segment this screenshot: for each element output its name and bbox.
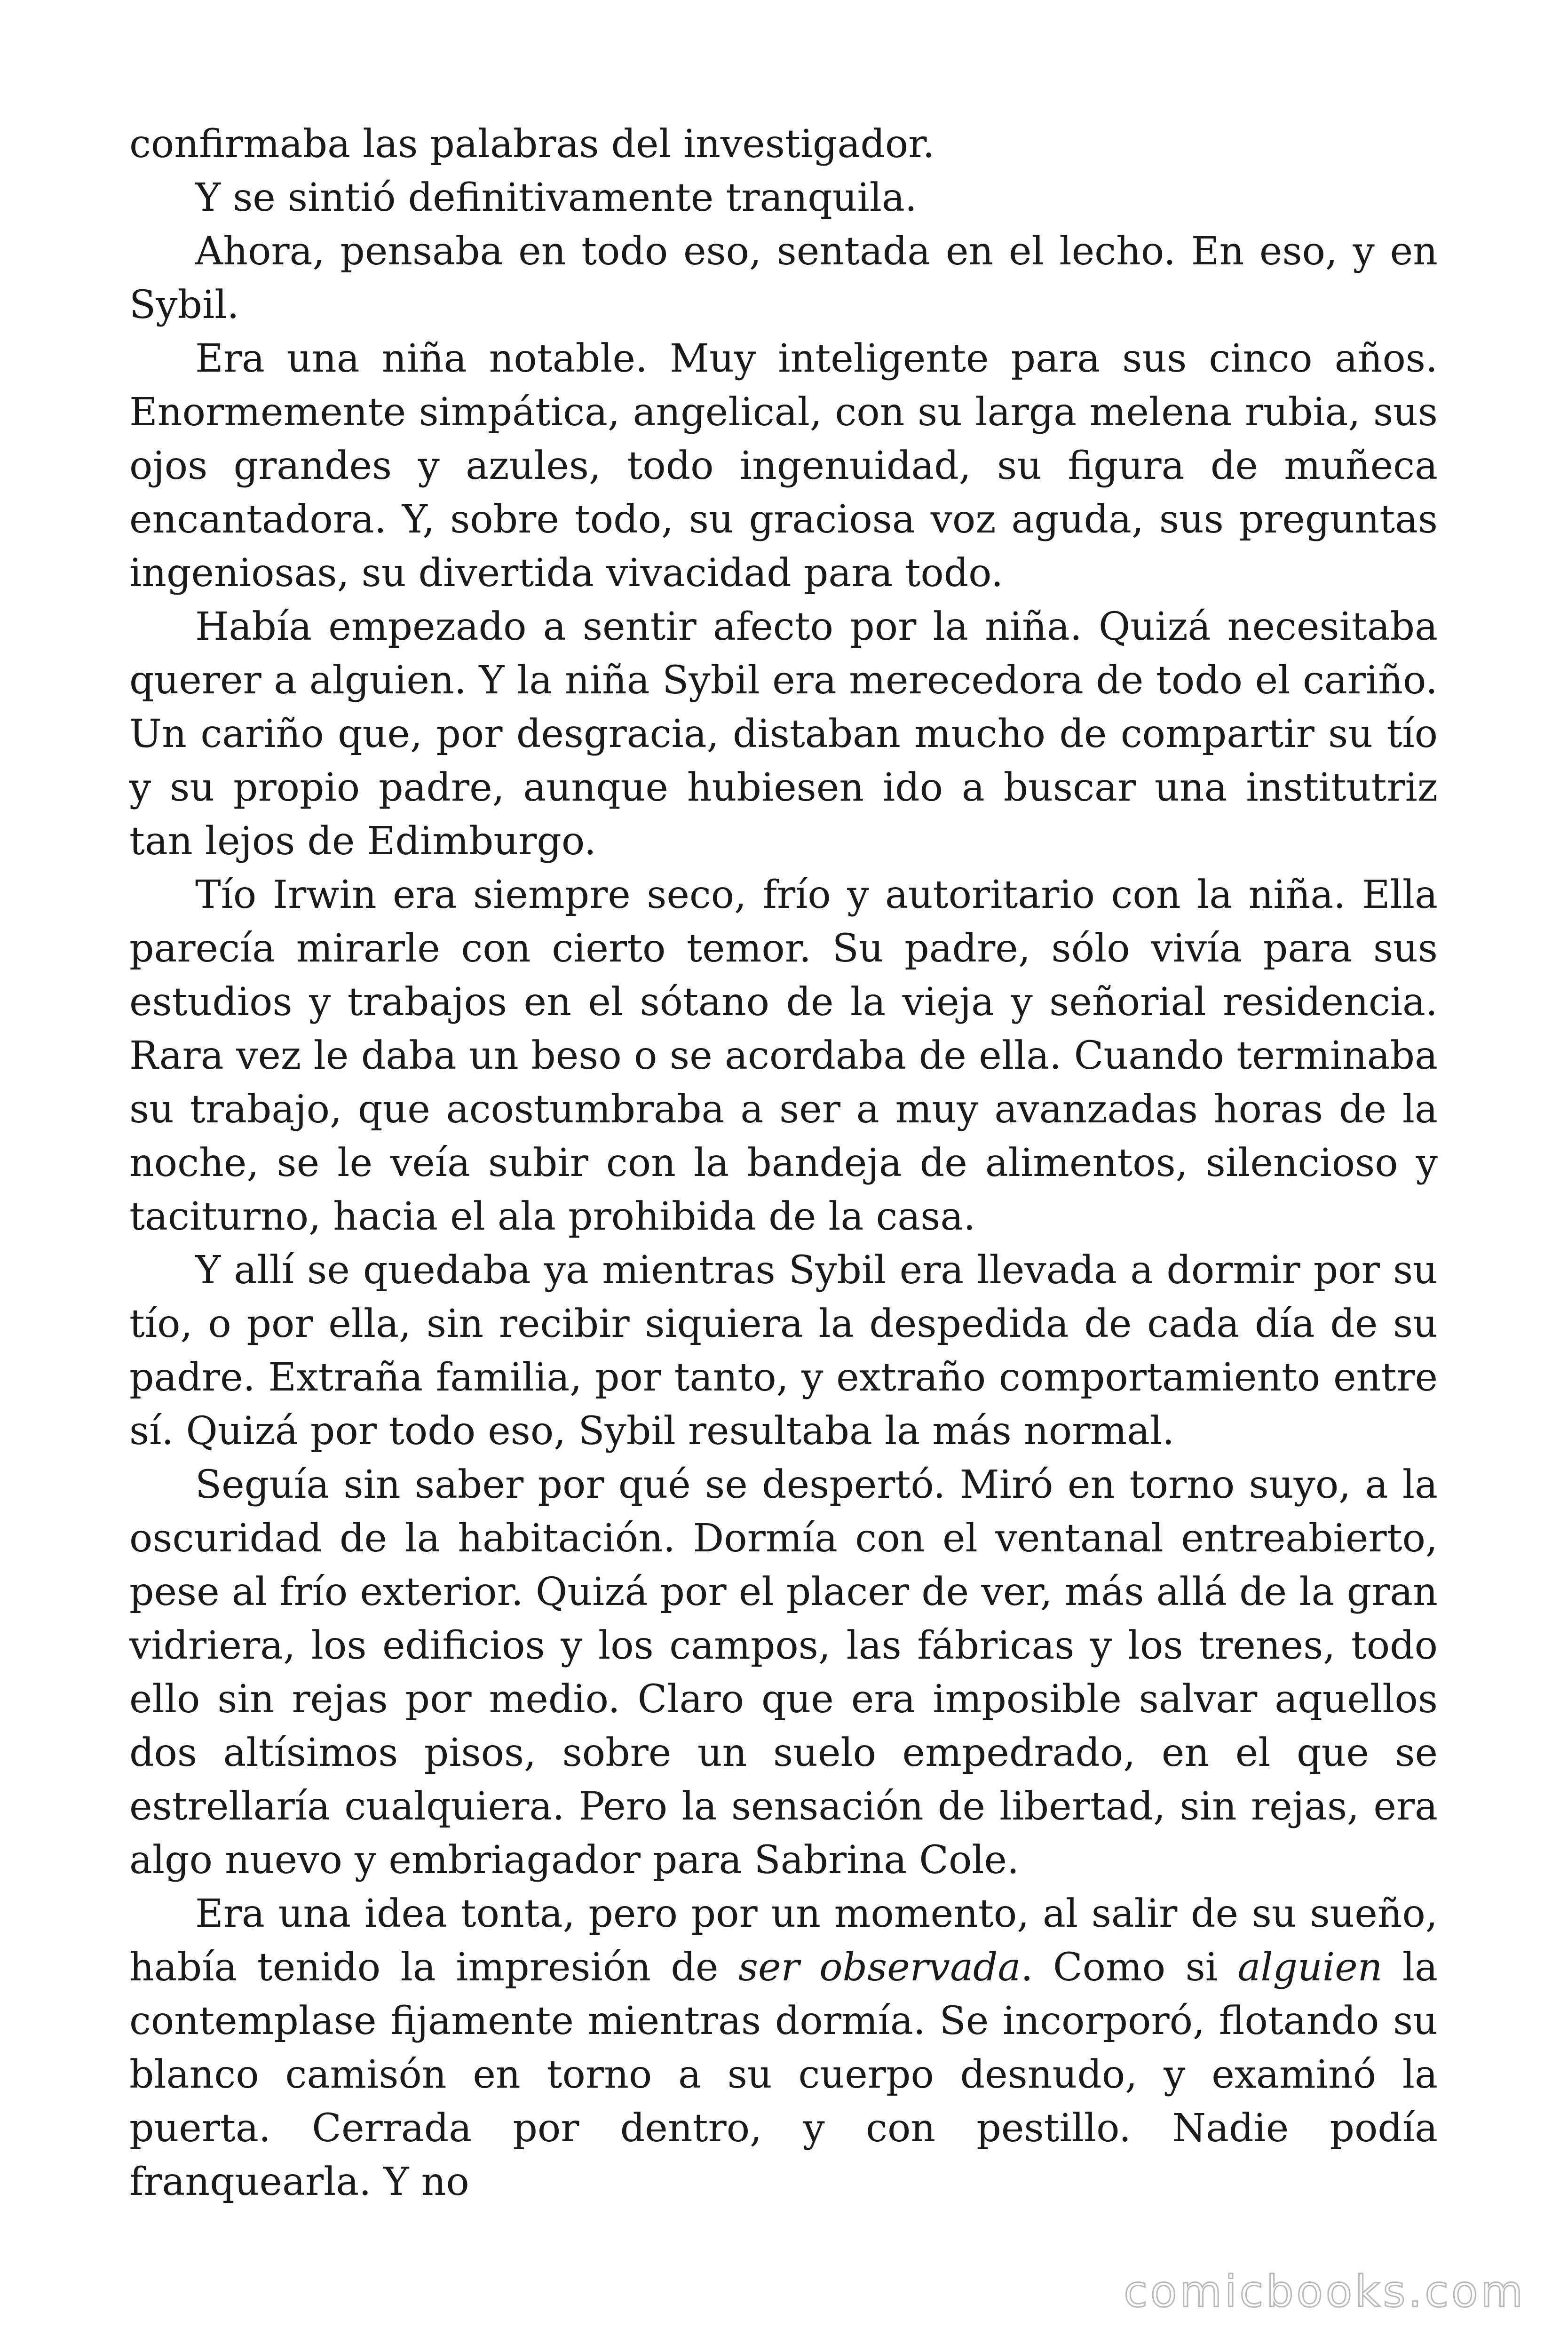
paragraph: Seguía sin saber por qué se despertó. Miró en torno suyo, a la oscuridad de la habitación. Dormía con el ventanal entreabierto, pese al frío exterior. Quizá por el placer de ver, más allá de la gran vidriera, los edificios y los campos, las fábricas y los trenes, todo ello sin rejas por medio. Claro que era imposible salvar aquellos dos altísimos pisos, sobre un suelo empedrado, en el que se estrellaría cualquiera. Pero la sensación de libertad, sin rejas, era algo nuevo y embriagador para Sabrina Cole. (129, 1462, 1438, 1883)
paragraph-continuation: confirmaba las palabras del investigador. (129, 122, 935, 167)
paragraph-text: . Como si (1021, 1945, 1238, 1990)
paragraph: Tío Irwin era siempre seco, frío y autoritario con la niña. Ella parecía mirarle con cierto temor. Su padre, sólo vivía para sus estudios y trabajos en el sótano de la vieja y señorial residencia. Rara vez le daba un beso o se acordaba de ella. Cuando terminaba su trabajo, que acostumbraba a ser a muy avanzadas horas de la noche, se le veía subir con la bandeja de alimentos, silencioso y taciturno, hacia el ala prohibida de la casa. (129, 873, 1438, 1239)
watermark: comicbooks.com (1124, 2266, 1526, 2317)
paragraph-text: Era una idea tonta, pero por un momento, al salir de su sueño, había tenido la impresión de (129, 1891, 1438, 1990)
emphasis-text: ser observada (738, 1945, 1021, 1990)
paragraph: Había empezado a sentir afecto por la niña. Quizá necesitaba querer a alguien. Y la niña Sybil era merecedora de todo el cariño. Un cariño que, por desgracia, distaban mucho de compartir su tío y su propio padre, aunque hubiesen ido a buscar una institutriz tan lejos de Edimburgo. (129, 604, 1438, 864)
paragraph: Y se sintió definitivamente tranquila. (195, 175, 917, 220)
paragraph: Y allí se quedaba ya mientras Sybil era llevada a dormir por su tío, o por ella, sin recibir siquiera la despedida de cada día de su padre. Extraña familia, por tanto, y extraño comportamiento entre sí. Quizá por todo eso, Sybil resultaba la más normal. (129, 1248, 1438, 1454)
paragraph-text: la contemplase fijamente mientras dormía. Se incorporó, flotando su blanco camisón en torno a su cuerpo desnudo, y examinó la puerta. Cerrada por dentro, y con pestillo. Nadie podía franquearla. Y no (129, 1945, 1438, 2204)
paragraph: Era una niña notable. Muy inteligente para sus cinco años. Enormemente simpática, angelical, con su larga melena rubia, sus ojos grandes y azules, todo ingenuidad, su figura de muñeca encantadora. Y, sobre todo, su graciosa voz aguda, sus preguntas ingeniosas, su divertida vivacidad para todo. (129, 336, 1438, 596)
emphasis-text: alguien (1237, 1945, 1383, 1990)
paragraph (129, 1887, 1438, 2209)
paragraph: Ahora, pensaba en todo eso, sentada en el lecho. En eso, y en Sybil. (129, 229, 1438, 327)
body-text (129, 118, 1438, 2209)
